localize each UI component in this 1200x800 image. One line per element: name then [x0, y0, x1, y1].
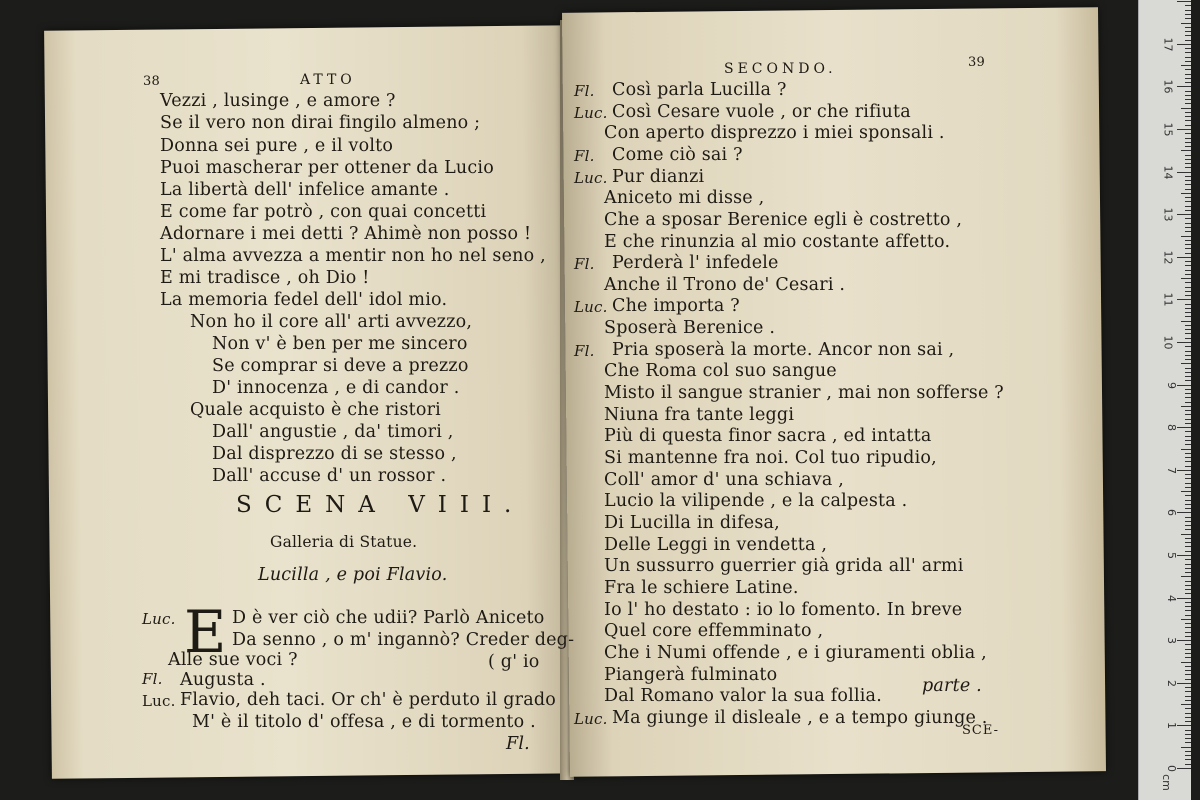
ruler-tick	[1185, 210, 1191, 211]
dialogue-line: Si mantenne fra noi. Col tuo ripudio,	[604, 448, 937, 468]
dialogue-line: Delle Leggi in vendetta ,	[604, 535, 828, 555]
ruler-tick	[1185, 431, 1191, 432]
ruler-number: 17	[1161, 37, 1175, 52]
ruler-tick	[1185, 69, 1191, 70]
ruler-tick	[1185, 402, 1191, 403]
catchword: SCE-	[962, 723, 999, 738]
verse-line: L' alma avvezza a mentir non ho nel seno ,	[160, 246, 546, 266]
ruler-tick	[1185, 551, 1191, 552]
ruler-tick	[1185, 116, 1191, 117]
verse-line: Se il vero non dirai fingilo almeno ;	[160, 113, 481, 133]
dialogue-line: Un sussurro guerrier già grida all' armi	[604, 556, 964, 576]
ruler-tick	[1185, 423, 1191, 424]
ruler-tick	[1185, 700, 1191, 701]
ruler-tick	[1185, 615, 1191, 616]
ruler-tick	[1185, 125, 1191, 126]
speaker-label: Fl.	[574, 147, 595, 165]
dialogue-line: Flavio, deh taci. Or ch' è perduto il grado	[180, 690, 556, 710]
aria-line: Dall' angustie , da' timori ,	[212, 422, 454, 442]
ruler-tick	[1185, 316, 1191, 317]
ruler-tick	[1181, 65, 1191, 66]
catchword: Fl.	[506, 734, 530, 754]
speaker-label: Luc.	[142, 692, 176, 710]
ruler-tick	[1177, 725, 1191, 726]
ruler-tick	[1185, 304, 1191, 305]
ruler-tick	[1177, 172, 1191, 173]
ruler-number: 9	[1165, 381, 1178, 389]
ruler-tick	[1185, 380, 1191, 381]
ruler-tick	[1185, 197, 1191, 198]
ruler-tick	[1185, 593, 1191, 594]
ruler-tick	[1185, 529, 1191, 530]
dialogue-line: Dal Romano valor la sua follia.	[604, 686, 882, 706]
ruler-tick	[1185, 691, 1191, 692]
dialogue-line: Così parla Lucilla ?	[612, 80, 787, 100]
ruler-tick	[1185, 346, 1191, 347]
ruler-tick	[1177, 640, 1191, 641]
page-number: 39	[968, 55, 985, 70]
ruler-tick	[1185, 649, 1191, 650]
dialogue-line: Che a sposar Berenice egli è costretto ,	[604, 210, 963, 230]
ruler-tick	[1177, 683, 1191, 684]
dialogue-line: Coll' amor d' una schiava ,	[604, 470, 845, 490]
dialogue-line: Di Lucilla in difesa,	[604, 513, 780, 533]
running-header: ATTO	[300, 72, 356, 88]
ruler-tick	[1185, 495, 1191, 496]
ruler-tick	[1185, 112, 1191, 113]
scene-title: SCENA VIII.	[236, 492, 525, 518]
ruler-tick	[1185, 525, 1191, 526]
ruler-tick	[1185, 487, 1191, 488]
ruler-tick	[1185, 206, 1191, 207]
ruler-tick	[1185, 657, 1191, 658]
dialogue-line: Pria sposerà la morte. Ancor non sai ,	[612, 340, 955, 360]
ruler-tick	[1185, 74, 1191, 75]
ruler-tick	[1185, 227, 1191, 228]
ruler-tick	[1185, 730, 1191, 731]
dialogue-line: M' è il titolo d' offesa , e di tormento .	[192, 712, 536, 732]
ruler-tick	[1181, 449, 1191, 450]
dialogue-line: Alle sue voci ?	[168, 650, 298, 670]
ruler-tick	[1185, 478, 1191, 479]
speaker-label: Luc.	[574, 298, 608, 316]
dialogue-line: Misto il sangue stranier , mai non sofferse ?	[604, 383, 1004, 403]
ruler-tick	[1185, 644, 1191, 645]
ruler-tick	[1181, 23, 1191, 24]
dialogue-line: Che i Numi offende , e i giuramenti oblia ,	[604, 643, 987, 663]
ruler-tick	[1185, 500, 1191, 501]
ruler-tick	[1185, 287, 1191, 288]
ruler-tick	[1185, 31, 1191, 32]
ruler-tick	[1185, 636, 1191, 637]
speaker-label: Fl.	[574, 255, 595, 273]
ruler-tick	[1181, 236, 1191, 237]
ruler-tick	[1185, 95, 1191, 96]
speaker-label: Luc.	[574, 710, 608, 728]
dialogue-line: Come ciò sai ?	[612, 145, 743, 165]
ruler-tick	[1185, 542, 1191, 543]
ruler-tick	[1185, 483, 1191, 484]
ruler-tick	[1185, 99, 1191, 100]
ruler-tick	[1185, 696, 1191, 697]
ruler-number: 14	[1161, 165, 1175, 180]
running-header: SECONDO.	[724, 61, 837, 77]
ruler-tick	[1185, 78, 1191, 79]
ruler-tick	[1181, 278, 1191, 279]
measuring-ruler	[1138, 0, 1191, 800]
ruler-tick	[1185, 606, 1191, 607]
ruler-tick	[1185, 155, 1191, 156]
dialogue-line: Niuna fra tante leggi	[604, 405, 795, 425]
dialogue-line: Da senno , o m' ingannò? Creder deg-	[232, 630, 575, 650]
ruler-tick	[1181, 150, 1191, 151]
aria-line: Dall' accuse d' un rossor .	[212, 466, 447, 486]
ruler-tick	[1185, 589, 1191, 590]
dialogue-line: Aniceto mi disse ,	[604, 188, 765, 208]
ruler-tick	[1177, 44, 1191, 45]
ruler-tick	[1185, 679, 1191, 680]
ruler-tick	[1185, 270, 1191, 271]
ruler-tick	[1185, 91, 1191, 92]
verse-line: E come far potrò , con quai concetti	[160, 202, 487, 222]
ruler-tick	[1185, 474, 1191, 475]
dialogue-line: Piangerà fulminato	[604, 665, 778, 685]
ruler-tick	[1185, 167, 1191, 168]
dialogue-line: Che importa ?	[612, 296, 740, 316]
ruler-tick	[1181, 406, 1191, 407]
ruler-tick	[1185, 265, 1191, 266]
dialogue-line: D è ver ciò che udii? Parlò Aniceto	[232, 608, 545, 628]
verse-line: Donna sei pure , e il volto	[160, 136, 394, 156]
ruler-number: 6	[1165, 509, 1178, 517]
ruler-tick	[1185, 521, 1191, 522]
ruler-tick	[1185, 508, 1191, 509]
ruler-tick	[1185, 453, 1191, 454]
dialogue-line: Augusta .	[180, 670, 266, 690]
ruler-tick	[1185, 389, 1191, 390]
ruler-tick	[1185, 581, 1191, 582]
ruler-tick	[1185, 218, 1191, 219]
page-number: 38	[143, 74, 160, 89]
ruler-tick	[1185, 457, 1191, 458]
ruler-tick	[1177, 385, 1191, 386]
ruler-tick	[1185, 414, 1191, 415]
ruler-tick	[1185, 142, 1191, 143]
ruler-tick	[1185, 180, 1191, 181]
ruler-tick	[1185, 466, 1191, 467]
ruler-tick	[1185, 295, 1191, 296]
ruler-tick	[1185, 359, 1191, 360]
ruler-number: 16	[1161, 79, 1175, 94]
ruler-tick	[1185, 721, 1191, 722]
ruler-tick	[1181, 321, 1191, 322]
ruler-tick	[1185, 376, 1191, 377]
ruler-tick	[1185, 538, 1191, 539]
ruler-tick	[1185, 253, 1191, 254]
ruler-tick	[1185, 670, 1191, 671]
ruler-tick	[1181, 662, 1191, 663]
dialogue-line: Più di questa finor sacra , ed intatta	[604, 426, 932, 446]
aria-line: Non v' è ben per me sincero	[212, 334, 468, 354]
ruler-tick	[1185, 627, 1191, 628]
speaker-label: Fl.	[142, 670, 163, 688]
ruler-tick	[1185, 436, 1191, 437]
ruler-tick	[1185, 120, 1191, 121]
ruler-number: 15	[1161, 122, 1175, 137]
ruler-tick	[1185, 572, 1191, 573]
ruler-tick	[1185, 517, 1191, 518]
dialogue-line: Così Cesare vuole , or che rifiuta	[612, 102, 911, 122]
ruler-tick	[1185, 103, 1191, 104]
ruler-tick	[1185, 184, 1191, 185]
ruler-tick	[1185, 653, 1191, 654]
ruler-tick	[1177, 470, 1191, 471]
ruler-tick	[1181, 534, 1191, 535]
ruler-tick	[1185, 248, 1191, 249]
ruler-tick	[1185, 674, 1191, 675]
dialogue-line: Io l' ho destato : io lo fomento. In breve	[604, 600, 963, 620]
aria-line: Quale acquisto è che ristori	[190, 400, 441, 420]
speaker-label: Luc.	[574, 104, 608, 122]
ruler-tick	[1185, 461, 1191, 462]
ruler-number: 4	[1165, 594, 1178, 602]
dialogue-line: Sposerà Berenice .	[604, 318, 776, 338]
dialogue-line: ( g' io	[488, 652, 540, 672]
ruler-tick	[1177, 427, 1191, 428]
scene-setting: Galleria di Statue.	[270, 533, 418, 551]
ruler-tick	[1177, 598, 1191, 599]
ruler-tick	[1185, 372, 1191, 373]
ruler-tick	[1185, 5, 1191, 6]
dialogue-line: Pur dianzi	[612, 167, 705, 187]
ruler-tick	[1185, 244, 1191, 245]
dialogue-line: Perderà l' infedele	[612, 253, 779, 273]
ruler-tick	[1181, 619, 1191, 620]
aria-line: D' innocenza , e di candor .	[212, 378, 460, 398]
ruler-tick	[1185, 133, 1191, 134]
ruler-tick	[1185, 717, 1191, 718]
aria-line: Dal disprezzo di se stesso ,	[212, 444, 457, 464]
ruler-tick	[1185, 333, 1191, 334]
ruler-tick	[1185, 82, 1191, 83]
dialogue-line: Lucio la vilipende , e la calpesta .	[604, 491, 908, 511]
ruler-tick	[1181, 108, 1191, 109]
ruler-tick	[1185, 176, 1191, 177]
ruler-tick	[1185, 687, 1191, 688]
ruler-tick	[1185, 602, 1191, 603]
ruler-tick	[1185, 48, 1191, 49]
ruler-tick	[1185, 504, 1191, 505]
ruler-tick	[1177, 299, 1191, 300]
ruler-number: 8	[1165, 424, 1178, 432]
ruler-number: 11	[1161, 292, 1175, 307]
ruler-tick	[1177, 129, 1191, 130]
ruler-tick	[1185, 57, 1191, 58]
dialogue-line: Che Roma col suo sangue	[604, 361, 837, 381]
ruler-tick	[1185, 585, 1191, 586]
ruler-tick	[1185, 61, 1191, 62]
dialogue-line: Anche il Trono de' Cesari .	[604, 275, 846, 295]
ruler-tick	[1185, 261, 1191, 262]
ruler-tick	[1181, 576, 1191, 577]
ruler-tick	[1185, 189, 1191, 190]
ruler-tick	[1185, 666, 1191, 667]
verse-line: Puoi mascherar per ottener da Lucio	[160, 158, 494, 178]
ruler-tick	[1185, 201, 1191, 202]
ruler-tick	[1177, 214, 1191, 215]
ruler-tick	[1185, 351, 1191, 352]
ruler-tick	[1185, 419, 1191, 420]
speaker-label: Fl.	[574, 82, 595, 100]
dialogue-line: Quel core effemminato ,	[604, 621, 824, 641]
ruler-number: 0	[1165, 765, 1178, 772]
ruler-tick	[1185, 27, 1191, 28]
speaker-label: Fl.	[574, 342, 595, 360]
verse-line: E mi tradisce , oh Dio !	[160, 268, 370, 288]
ruler-tick	[1185, 325, 1191, 326]
ruler-tick	[1185, 764, 1191, 765]
ruler-tick	[1185, 623, 1191, 624]
ruler-tick	[1185, 568, 1191, 569]
ruler-tick	[1185, 564, 1191, 565]
verse-line: La memoria fedel dell' idol mio.	[160, 290, 448, 310]
dialogue-line: E che rinunzia al mio costante affetto.	[604, 232, 951, 252]
ruler-number: 2	[1165, 679, 1178, 687]
ruler-tick	[1185, 40, 1191, 41]
ruler-tick	[1185, 759, 1191, 760]
ruler-tick	[1181, 491, 1191, 492]
speaker-label: Luc.	[574, 169, 608, 187]
dialogue-line: Ma giunge il disleale , e a tempo giunge .	[612, 708, 988, 728]
ruler-tick	[1185, 329, 1191, 330]
ruler-tick	[1185, 52, 1191, 53]
ruler-number: 3	[1165, 637, 1178, 645]
ruler-tick	[1185, 368, 1191, 369]
ruler-tick	[1185, 738, 1191, 739]
ruler-tick	[1185, 713, 1191, 714]
ruler-tick	[1185, 755, 1191, 756]
ruler-tick	[1185, 397, 1191, 398]
ruler-number: 10	[1161, 335, 1175, 350]
verse-line: La libertà dell' infelice amante .	[160, 180, 450, 200]
ruler-tick	[1185, 751, 1191, 752]
ruler-tick	[1185, 159, 1191, 160]
ruler-tick	[1185, 282, 1191, 283]
ruler-tick	[1185, 14, 1191, 15]
aria-line: Non ho il core all' arti avvezzo,	[190, 312, 473, 332]
ruler-unit: cm	[1160, 774, 1174, 791]
ruler-tick	[1185, 10, 1191, 11]
ruler-number: 7	[1165, 466, 1178, 474]
ruler-tick	[1177, 86, 1191, 87]
drop-cap: E	[184, 598, 227, 666]
ruler-tick	[1185, 393, 1191, 394]
verse-line: Vezzi , lusinge , e amore ?	[160, 91, 396, 111]
ruler-number: 5	[1165, 552, 1178, 559]
ruler-tick	[1185, 338, 1191, 339]
aria-line: Se comprar si deve a prezzo	[212, 356, 469, 376]
dialogue-line: Con aperto disprezzo i miei sponsali .	[604, 123, 945, 143]
ruler-tick	[1181, 704, 1191, 705]
ruler-tick	[1177, 512, 1191, 513]
ruler-tick	[1185, 742, 1191, 743]
ruler-tick	[1177, 768, 1191, 769]
ruler-tick	[1185, 734, 1191, 735]
ruler-tick	[1177, 257, 1191, 258]
ruler-number: 12	[1161, 250, 1175, 265]
ruler-tick	[1185, 410, 1191, 411]
ruler-tick	[1185, 18, 1191, 19]
ruler-tick	[1185, 240, 1191, 241]
ruler-tick	[1185, 163, 1191, 164]
speaker-label: Luc.	[142, 610, 176, 628]
ruler-tick	[1185, 546, 1191, 547]
ruler-tick	[1181, 363, 1191, 364]
ruler-tick	[1185, 444, 1191, 445]
ruler-tick	[1181, 747, 1191, 748]
ruler-number: 1	[1165, 722, 1178, 730]
ruler-tick	[1185, 632, 1191, 633]
dialogue-line: Fra le schiere Latine.	[604, 578, 799, 598]
ruler-number: 13	[1161, 207, 1175, 222]
ruler-tick	[1185, 708, 1191, 709]
ruler-tick	[1185, 440, 1191, 441]
ruler-tick	[1185, 35, 1191, 36]
ruler-tick	[1185, 308, 1191, 309]
ruler-tick	[1181, 193, 1191, 194]
ruler-tick	[1185, 274, 1191, 275]
ruler-tick	[1177, 1, 1191, 2]
verse-line: Adornare i mei detti ? Ahimè non posso !	[160, 224, 532, 244]
ruler-tick	[1185, 223, 1191, 224]
ruler-tick	[1185, 138, 1191, 139]
ruler-tick	[1177, 555, 1191, 556]
stage-direction: parte .	[922, 676, 982, 696]
ruler-tick	[1185, 146, 1191, 147]
ruler-tick	[1185, 610, 1191, 611]
ruler-tick	[1185, 559, 1191, 560]
ruler-tick	[1177, 342, 1191, 343]
scene-characters: Lucilla , e poi Flavio.	[258, 565, 448, 585]
ruler-tick	[1185, 355, 1191, 356]
ruler-tick	[1185, 231, 1191, 232]
ruler-tick	[1185, 312, 1191, 313]
ruler-tick	[1185, 291, 1191, 292]
